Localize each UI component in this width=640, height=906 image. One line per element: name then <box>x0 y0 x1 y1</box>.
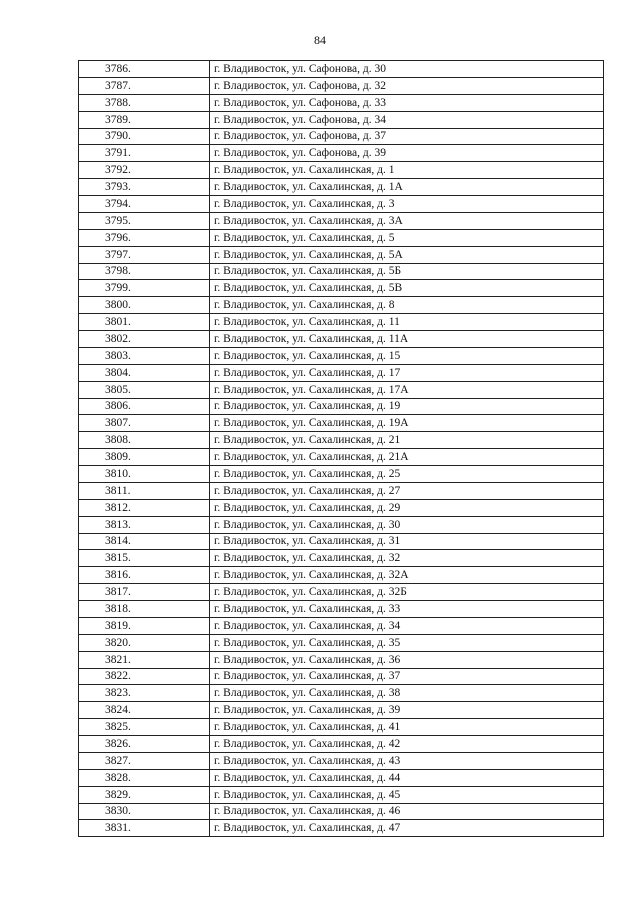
row-address: г. Владивосток, ул. Сахалинская, д. 36 <box>210 651 604 668</box>
table-row <box>79 297 604 314</box>
row-number: 3786. <box>79 61 210 78</box>
row-number: 3795. <box>79 212 210 229</box>
row-address: г. Владивосток, ул. Сахалинская, д. 29 <box>210 499 604 516</box>
table-row <box>79 77 604 94</box>
row-address: г. Владивосток, ул. Сахалинская, д. 25 <box>210 466 604 483</box>
table-row <box>79 702 604 719</box>
row-address: г. Владивосток, ул. Сафонова, д. 30 <box>210 61 604 78</box>
row-number: 3792. <box>79 162 210 179</box>
row-address: г. Владивосток, ул. Сахалинская, д. 46 <box>210 803 604 820</box>
table-row <box>79 584 604 601</box>
row-address: г. Владивосток, ул. Сахалинская, д. 5Б <box>210 263 604 280</box>
row-number: 3828. <box>79 769 210 786</box>
row-address: г. Владивосток, ул. Сахалинская, д. 11 <box>210 314 604 331</box>
row-number: 3825. <box>79 719 210 736</box>
table-row <box>79 415 604 432</box>
row-address: г. Владивосток, ул. Сахалинская, д. 45 <box>210 786 604 803</box>
row-number: 3824. <box>79 702 210 719</box>
row-number: 3827. <box>79 752 210 769</box>
row-address: г. Владивосток, ул. Сахалинская, д. 17А <box>210 381 604 398</box>
table-row <box>79 111 604 128</box>
row-address: г. Владивосток, ул. Сахалинская, д. 34 <box>210 617 604 634</box>
row-number: 3806. <box>79 398 210 415</box>
table-row <box>79 516 604 533</box>
row-number: 3820. <box>79 634 210 651</box>
table-row <box>79 567 604 584</box>
row-number: 3788. <box>79 94 210 111</box>
row-address: г. Владивосток, ул. Сахалинская, д. 11А <box>210 331 604 348</box>
row-number: 3831. <box>79 820 210 837</box>
table-row <box>79 331 604 348</box>
table-row <box>79 128 604 145</box>
table-row <box>79 820 604 837</box>
row-number: 3811. <box>79 482 210 499</box>
table-row <box>79 769 604 786</box>
table-row <box>79 651 604 668</box>
page-number: 84 <box>314 33 326 47</box>
row-address: г. Владивосток, ул. Сахалинская, д. 21 <box>210 432 604 449</box>
row-address: г. Владивосток, ул. Сахалинская, д. 1А <box>210 179 604 196</box>
row-address: г. Владивосток, ул. Сахалинская, д. 38 <box>210 685 604 702</box>
table-row <box>79 381 604 398</box>
row-address: г. Владивосток, ул. Сахалинская, д. 42 <box>210 736 604 753</box>
row-address: г. Владивосток, ул. Сахалинская, д. 19А <box>210 415 604 432</box>
table-row <box>79 752 604 769</box>
table-row <box>79 263 604 280</box>
row-address: г. Владивосток, ул. Сахалинская, д. 37 <box>210 668 604 685</box>
table-row <box>79 601 604 618</box>
table-row <box>79 449 604 466</box>
table-row <box>79 314 604 331</box>
row-address: г. Владивосток, ул. Сахалинская, д. 3 <box>210 196 604 213</box>
row-number: 3802. <box>79 331 210 348</box>
table-row <box>79 550 604 567</box>
table-row <box>79 668 604 685</box>
row-address: г. Владивосток, ул. Сахалинская, д. 17 <box>210 364 604 381</box>
row-number: 3829. <box>79 786 210 803</box>
row-number: 3798. <box>79 263 210 280</box>
row-address: г. Владивосток, ул. Сахалинская, д. 32Б <box>210 584 604 601</box>
table-row <box>79 347 604 364</box>
row-number: 3805. <box>79 381 210 398</box>
row-number: 3797. <box>79 246 210 263</box>
row-address: г. Владивосток, ул. Сахалинская, д. 3А <box>210 212 604 229</box>
row-number: 3826. <box>79 736 210 753</box>
table-row <box>79 246 604 263</box>
row-address: г. Владивосток, ул. Сафонова, д. 39 <box>210 145 604 162</box>
table-row <box>79 162 604 179</box>
row-address: г. Владивосток, ул. Сахалинская, д. 27 <box>210 482 604 499</box>
row-number: 3823. <box>79 685 210 702</box>
table-row <box>79 533 604 550</box>
address-table <box>78 60 604 837</box>
row-address: г. Владивосток, ул. Сафонова, д. 37 <box>210 128 604 145</box>
table-row <box>79 803 604 820</box>
row-address: г. Владивосток, ул. Сахалинская, д. 5 <box>210 229 604 246</box>
row-number: 3810. <box>79 466 210 483</box>
table-row <box>79 786 604 803</box>
row-number: 3799. <box>79 280 210 297</box>
row-number: 3822. <box>79 668 210 685</box>
row-address: г. Владивосток, ул. Сахалинская, д. 35 <box>210 634 604 651</box>
row-number: 3794. <box>79 196 210 213</box>
row-number: 3793. <box>79 179 210 196</box>
row-number: 3819. <box>79 617 210 634</box>
table-row <box>79 634 604 651</box>
row-number: 3787. <box>79 77 210 94</box>
row-address: г. Владивосток, ул. Сафонова, д. 33 <box>210 94 604 111</box>
row-address: г. Владивосток, ул. Сахалинская, д. 33 <box>210 601 604 618</box>
row-address: г. Владивосток, ул. Сахалинская, д. 15 <box>210 347 604 364</box>
row-address: г. Владивосток, ул. Сахалинская, д. 5В <box>210 280 604 297</box>
row-number: 3814. <box>79 533 210 550</box>
row-address: г. Владивосток, ул. Сахалинская, д. 47 <box>210 820 604 837</box>
row-number: 3790. <box>79 128 210 145</box>
table-row <box>79 364 604 381</box>
table-row <box>79 229 604 246</box>
table-row <box>79 685 604 702</box>
row-number: 3816. <box>79 567 210 584</box>
table-row <box>79 736 604 753</box>
row-number: 3803. <box>79 347 210 364</box>
table-row <box>79 398 604 415</box>
row-number: 3807. <box>79 415 210 432</box>
row-number: 3813. <box>79 516 210 533</box>
row-number: 3800. <box>79 297 210 314</box>
table-row <box>79 94 604 111</box>
address-table-body <box>79 61 604 837</box>
row-number: 3791. <box>79 145 210 162</box>
row-address: г. Владивосток, ул. Сахалинская, д. 19 <box>210 398 604 415</box>
table-row <box>79 145 604 162</box>
row-address: г. Владивосток, ул. Сахалинская, д. 30 <box>210 516 604 533</box>
table-row <box>79 466 604 483</box>
table-row <box>79 617 604 634</box>
row-address: г. Владивосток, ул. Сахалинская, д. 1 <box>210 162 604 179</box>
row-number: 3818. <box>79 601 210 618</box>
row-address: г. Владивосток, ул. Сахалинская, д. 43 <box>210 752 604 769</box>
row-address: г. Владивосток, ул. Сахалинская, д. 5А <box>210 246 604 263</box>
row-address: г. Владивосток, ул. Сахалинская, д. 32 <box>210 550 604 567</box>
row-number: 3801. <box>79 314 210 331</box>
row-address: г. Владивосток, ул. Сахалинская, д. 44 <box>210 769 604 786</box>
row-number: 3812. <box>79 499 210 516</box>
row-address: г. Владивосток, ул. Сафонова, д. 32 <box>210 77 604 94</box>
row-address: г. Владивосток, ул. Сахалинская, д. 21А <box>210 449 604 466</box>
row-number: 3796. <box>79 229 210 246</box>
row-number: 3804. <box>79 364 210 381</box>
row-address: г. Владивосток, ул. Сафонова, д. 34 <box>210 111 604 128</box>
row-address: г. Владивосток, ул. Сахалинская, д. 8 <box>210 297 604 314</box>
row-number: 3821. <box>79 651 210 668</box>
table-row <box>79 432 604 449</box>
table-row <box>79 179 604 196</box>
table-row <box>79 280 604 297</box>
row-number: 3809. <box>79 449 210 466</box>
row-number: 3830. <box>79 803 210 820</box>
table-row <box>79 499 604 516</box>
table-row <box>79 196 604 213</box>
row-address: г. Владивосток, ул. Сахалинская, д. 32А <box>210 567 604 584</box>
row-address: г. Владивосток, ул. Сахалинская, д. 31 <box>210 533 604 550</box>
table-row <box>79 482 604 499</box>
table-row <box>79 212 604 229</box>
row-number: 3808. <box>79 432 210 449</box>
row-number: 3817. <box>79 584 210 601</box>
table-row <box>79 719 604 736</box>
row-address: г. Владивосток, ул. Сахалинская, д. 41 <box>210 719 604 736</box>
table-row <box>79 61 604 78</box>
row-number: 3815. <box>79 550 210 567</box>
row-number: 3789. <box>79 111 210 128</box>
row-address: г. Владивосток, ул. Сахалинская, д. 39 <box>210 702 604 719</box>
